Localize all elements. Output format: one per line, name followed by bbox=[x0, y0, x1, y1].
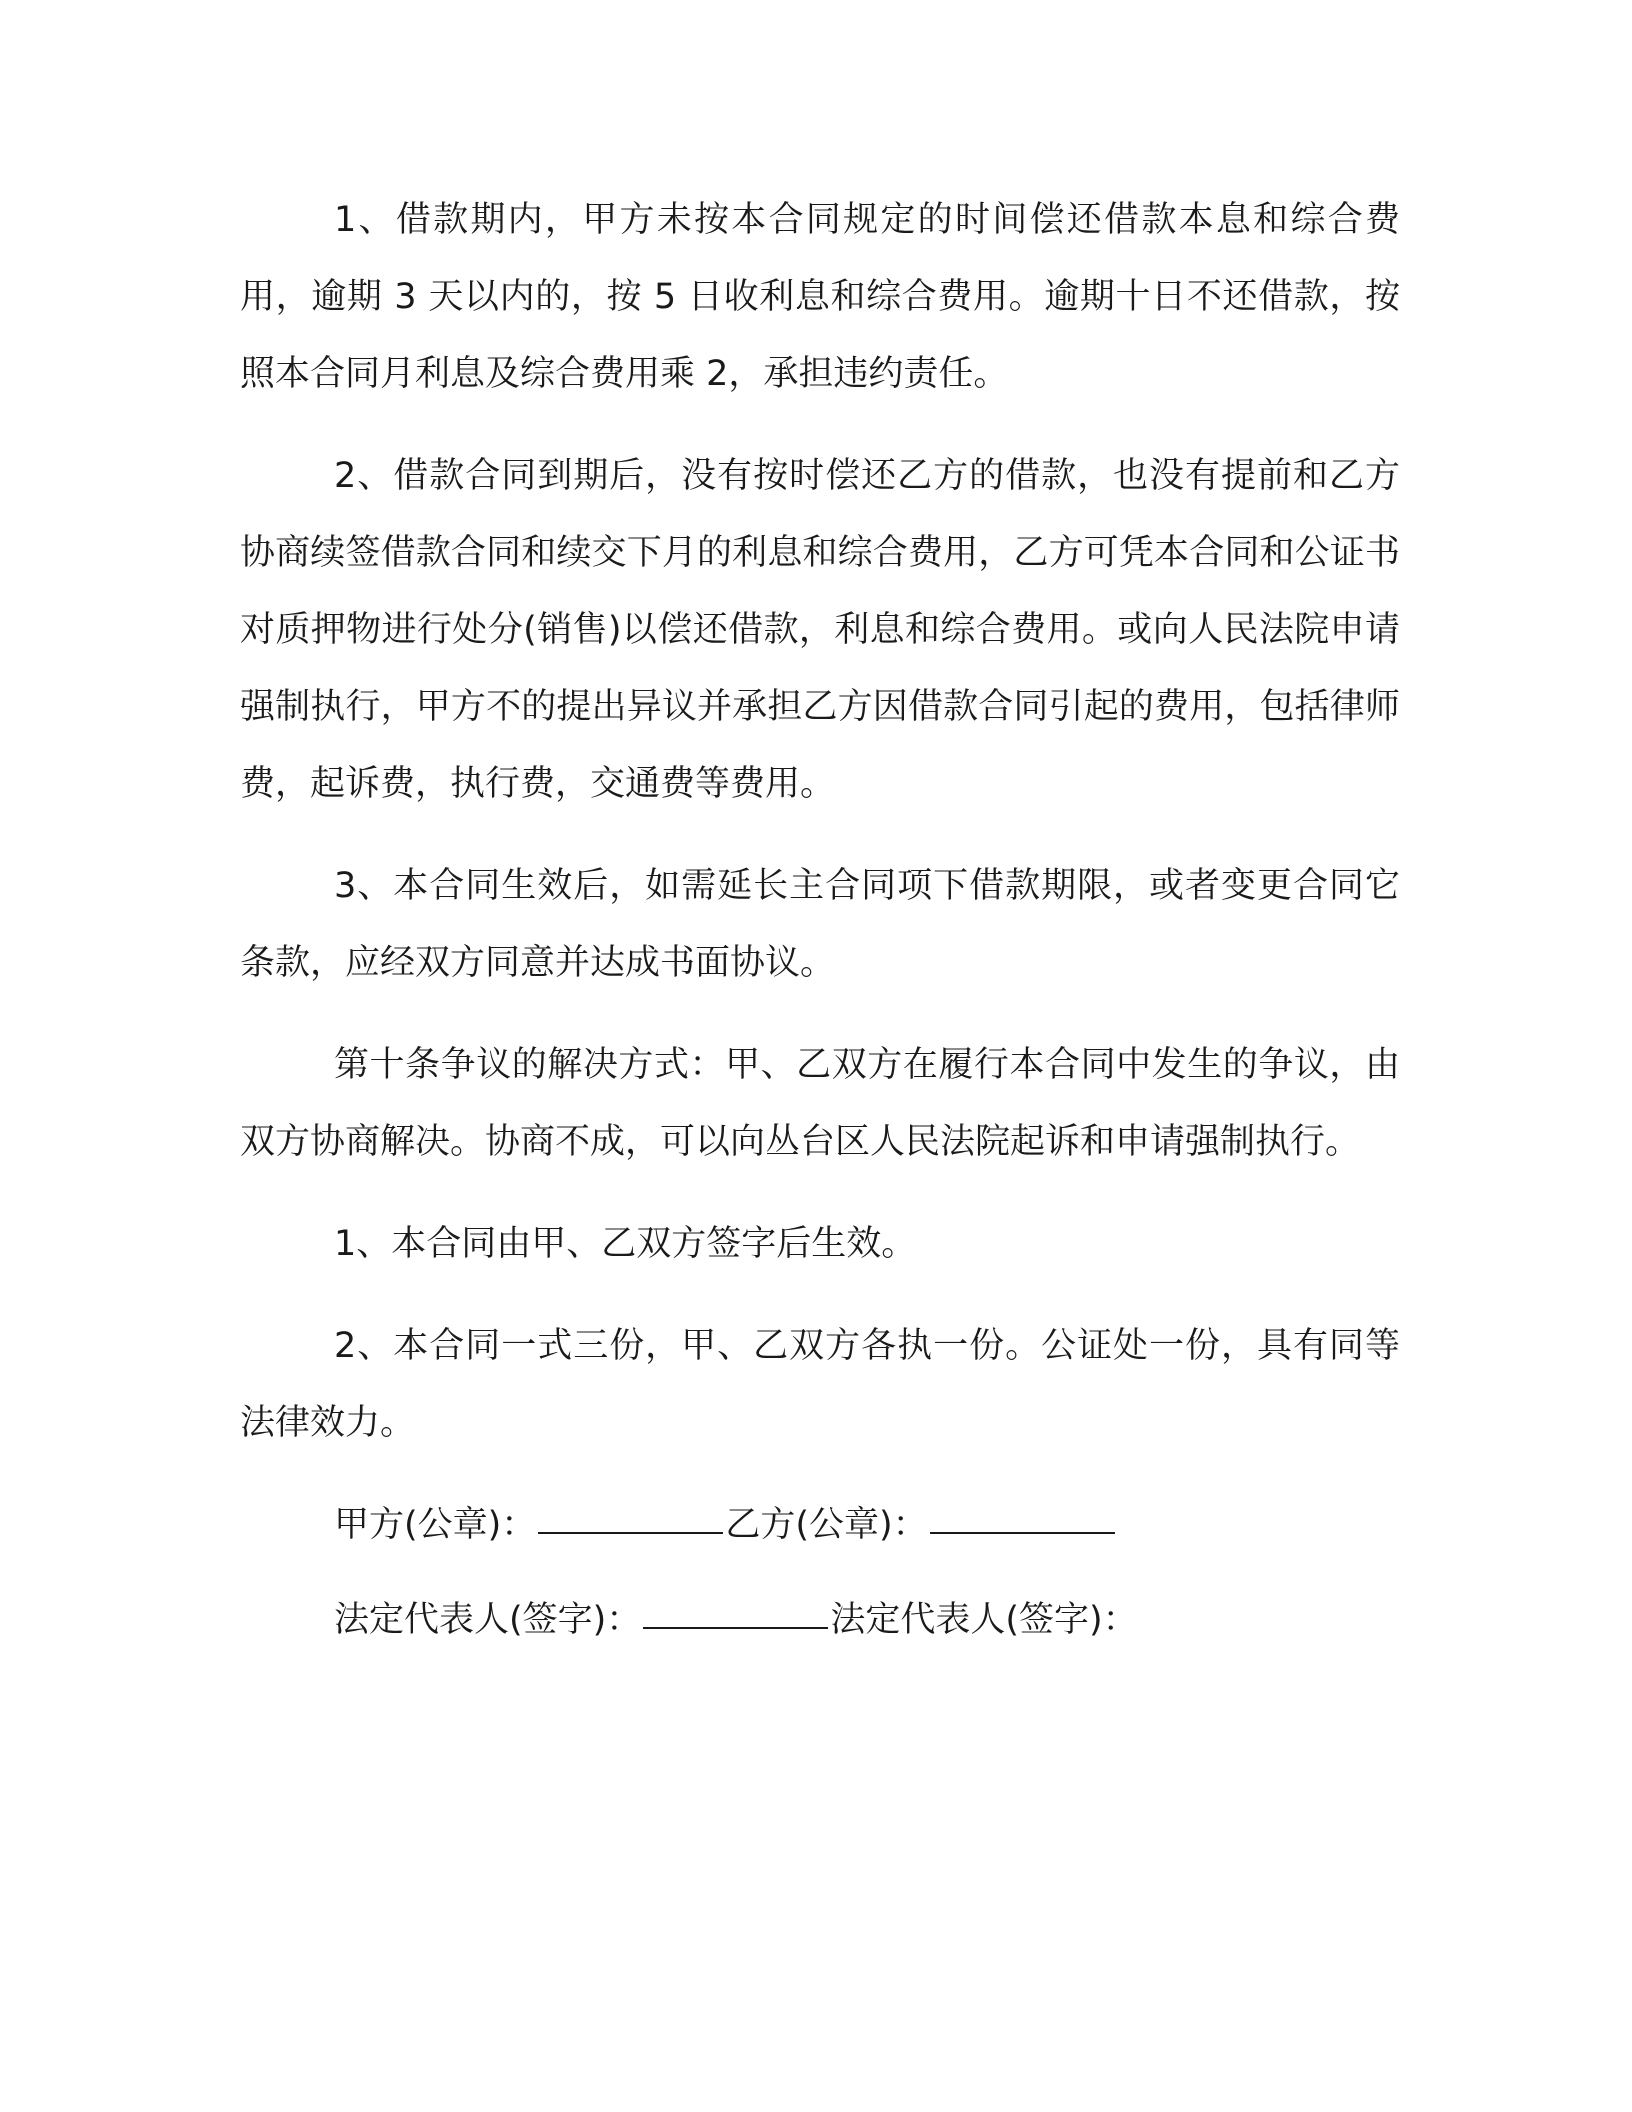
party-b-seal-label: 乙方(公章)： bbox=[725, 1505, 928, 1545]
representative-signature-line bbox=[240, 1582, 1400, 1659]
party-a-seal-blank bbox=[538, 1532, 723, 1534]
dispute-resolution-paragraph: 第十条争议的解决方式：甲、乙双方在履行本合同中发生的争议，由双方协商解决。协商不成，可以向丛台区人民法院起诉和申请强制执行。 bbox=[240, 1045, 1400, 1162]
clause-paragraph: 1、本合同由甲、乙双方签字后生效。 bbox=[334, 1224, 917, 1264]
party-a-rep-blank bbox=[643, 1627, 828, 1629]
party-b-rep-label: 法定代表人(签字)： bbox=[830, 1600, 1138, 1640]
party-a-seal-label: 甲方(公章)： bbox=[334, 1505, 537, 1545]
clause-paragraph: 2、借款合同到期后，没有按时偿还乙方的借款，也没有提前和乙方协商续签借款合同和续交下月的利息和综合费用，乙方可凭本合同和公证书对质押物进行处分(销售)以偿还借款，利息和综合费用。或向人民法院申请强制执行，甲方不的提出异议并承担乙方因借款合同引起的费用，包括律师费，起诉费，执行费，交通费等费用。 bbox=[240, 456, 1400, 804]
clause-paragraph: 3、本合同生效后，如需延长主合同项下借款期限，或者变更合同它条款，应经双方同意并达成书面协议。 bbox=[240, 866, 1400, 983]
clause-paragraph: 2、本合同一式三份，甲、乙双方各执一份。公证处一份，具有同等法律效力。 bbox=[240, 1326, 1400, 1443]
party-b-seal-blank bbox=[930, 1532, 1115, 1534]
party-a-rep-label: 法定代表人(签字)： bbox=[334, 1600, 642, 1640]
contract-body bbox=[240, 182, 1400, 1677]
seal-signature-line bbox=[240, 1487, 1400, 1564]
clause-paragraph: 1、借款期内，甲方未按本合同规定的时间偿还借款本息和综合费用，逾期 3 天以内的，按 5 日收利息和综合费用。逾期十日不还借款，按照本合同月利息及综合费用乘 2，承担违约责任。 bbox=[240, 200, 1400, 394]
